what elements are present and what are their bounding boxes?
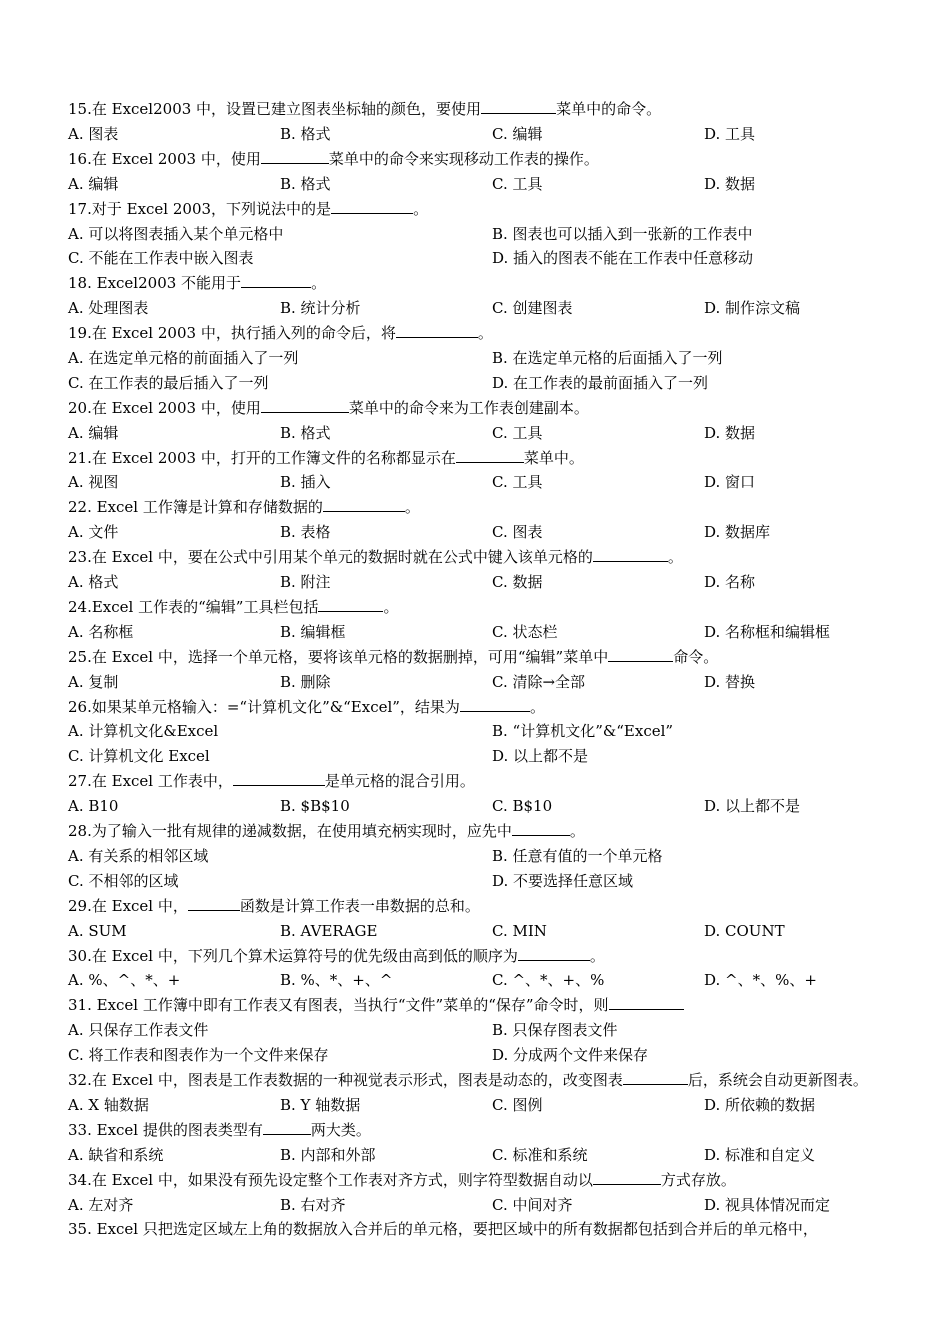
question-text: 31. Excel 工作簿中即有工作表又有图表，当执行“文件”菜单的“保存”命令时，则: [68, 996, 609, 1015]
options-row: [68, 719, 898, 744]
option-a: A. 计算机文化&Excel: [68, 722, 219, 741]
options-row: [68, 570, 898, 595]
question-stem: [68, 545, 898, 570]
option-c: C. 清除→全部: [492, 672, 586, 691]
options-row: [68, 1093, 898, 1118]
question-text: 30.在 Excel 中，下列几个算术运算符号的优先级由高到低的顺序为: [68, 946, 518, 965]
question-text: 19.在 Excel 2003 中，执行插入列的命令后，将: [68, 324, 396, 343]
question-text-tail: 两大类。: [310, 1120, 371, 1139]
option-c: C. 标准和系统: [492, 1145, 588, 1164]
question-text: 15.在 Excel2003 中，设置已建立图表坐标轴的颜色，要使用: [68, 100, 482, 118]
question-text: 24.Excel 工作表的“编辑”工具栏包括: [68, 597, 319, 616]
option-c: C. 工具: [492, 174, 543, 193]
question-text-tail: 。: [667, 548, 683, 567]
question-stem: [68, 1168, 898, 1193]
options-row: [68, 421, 898, 446]
answer-blank: [456, 447, 524, 463]
option-c: C. 中间对齐: [492, 1195, 573, 1214]
question-stem: [68, 1217, 898, 1242]
option-d: D. 以上都不是: [492, 747, 589, 766]
option-a: A. 可以将图表插入某个单元格中: [68, 224, 284, 243]
option-a: A. SUM: [68, 921, 127, 940]
question-stem: [68, 1068, 890, 1093]
option-d: D. 所依赖的数据: [704, 1095, 816, 1114]
option-d: D. 数据: [704, 423, 756, 442]
answer-blank: [609, 994, 684, 1010]
answer-blank: [261, 148, 329, 164]
question-text-tail: 菜单中的命令。: [556, 100, 662, 118]
option-c: C. MIN: [492, 921, 547, 940]
question-text: 25.在 Excel 中，选择一个单元格，要将该单元格的数据删掉，可用“编辑”菜单中: [68, 647, 609, 666]
option-a: A. B10: [68, 797, 119, 816]
option-d: D. 分成两个文件来保存: [492, 1046, 649, 1065]
options-row: [68, 620, 898, 645]
options-row: [68, 246, 898, 271]
question-stem: [68, 321, 898, 346]
option-c: C. 将工作表和图表作为一个文件来保存: [68, 1046, 329, 1065]
option-c: C. 在工作表的最后插入了一列: [68, 373, 269, 392]
option-c: C. 编辑: [492, 124, 543, 143]
answer-blank: [481, 98, 556, 114]
option-b: B. 统计分析: [280, 299, 361, 318]
option-a: A. 复制: [68, 672, 119, 691]
question-stem: [68, 894, 898, 919]
option-a: A. 编辑: [68, 423, 119, 442]
question-stem: [68, 271, 898, 296]
option-d: D. 工具: [704, 124, 756, 143]
option-c: C. 图表: [492, 523, 543, 542]
question-text: 27.在 Excel 工作表中，: [68, 772, 233, 791]
option-a: A. 图表: [68, 124, 119, 143]
question-stem: [68, 993, 898, 1018]
option-c: C. ^、*、+、%: [492, 971, 605, 990]
question-text: 34.在 Excel 中，如果没有预先设定整个工作表对齐方式，则字符型数据自动以: [68, 1170, 593, 1189]
option-a: A. 文件: [68, 523, 119, 542]
answer-blank: [233, 770, 325, 786]
answer-blank: [331, 198, 413, 214]
option-a: A. %、^、*、+: [68, 971, 181, 990]
options-row: [68, 670, 898, 695]
question-text-tail: 方式存放。: [660, 1170, 736, 1189]
option-b: B. Y 轴数据: [280, 1095, 361, 1114]
option-b: B. 在选定单元格的后面插入了一列: [492, 348, 723, 367]
option-d: D. 窗口: [704, 473, 756, 492]
option-b: B. 删除: [280, 672, 331, 691]
question-stem: [68, 695, 898, 720]
options-row: [68, 744, 898, 769]
options-row: [68, 371, 898, 396]
question-stem: [68, 1118, 898, 1143]
option-c: C. 数据: [492, 573, 543, 592]
question-text-tail: 。: [404, 498, 420, 517]
answer-blank: [593, 1169, 661, 1185]
option-d: D. COUNT: [704, 921, 785, 940]
option-d: D. ^、*、%、+: [704, 971, 817, 990]
question-text: 23.在 Excel 中，要在公式中引用某个单元的数据时就在公式中键入该单元格的: [68, 548, 593, 567]
options-row: [68, 794, 898, 819]
options-row: [68, 520, 898, 545]
options-row: [68, 919, 898, 944]
question-text: 26.如果某单元格输入：=“计算机文化”&“Excel”，结果为: [68, 697, 460, 716]
options-row: [68, 122, 898, 147]
answer-blank: [518, 945, 590, 961]
question-text-tail: 命令。: [673, 647, 719, 666]
answer-blank: [623, 1069, 688, 1085]
options-row: [68, 222, 898, 247]
option-b: B. 图表也可以插入到一张新的工作表中: [492, 224, 753, 243]
question-stem: [68, 147, 898, 172]
option-d: D. 标准和自定义: [704, 1145, 816, 1164]
exam-page: [68, 97, 898, 1242]
option-d: D. 在工作表的最前面插入了一列: [492, 373, 709, 392]
option-a: A. 名称框: [68, 622, 134, 641]
option-b: B. 插入: [280, 473, 331, 492]
answer-blank: [263, 1119, 311, 1135]
answer-blank: [318, 596, 383, 612]
question-text: 21.在 Excel 2003 中，打开的工作簿文件的名称都显示在: [68, 448, 456, 467]
question-text: 28.为了输入一批有规律的递减数据，在使用填充柄实现时，应先中: [68, 822, 512, 841]
question-text-tail: 。: [589, 946, 605, 965]
option-b: B. $B$10: [280, 797, 350, 816]
option-c: C. 不能在工作表中嵌入图表: [68, 249, 254, 268]
option-a: A. 视图: [68, 473, 119, 492]
options-row: [68, 1018, 898, 1043]
question-stem: [68, 396, 898, 421]
option-d: D. 插入的图表不能在工作表中任意移动: [492, 249, 754, 268]
options-row: [68, 1043, 898, 1068]
question-text: 18. Excel2003 不能用于: [68, 274, 242, 293]
option-c: C. B$10: [492, 797, 553, 816]
answer-blank: [323, 496, 405, 512]
option-a: A. X 轴数据: [68, 1095, 149, 1114]
option-d: D. 替换: [704, 672, 756, 691]
question-text-tail: 。: [477, 324, 493, 343]
option-d: D. 名称框和编辑框: [704, 622, 831, 641]
question-text-tail: 。: [413, 199, 429, 218]
question-text-tail: 后，系统会自动更新图表。: [687, 1071, 868, 1089]
question-text-tail: 。: [569, 822, 585, 841]
options-row: [68, 1193, 898, 1218]
question-text-tail: 是单元格的混合引用。: [324, 772, 475, 791]
option-a: A. 处理图表: [68, 299, 149, 318]
question-text: 16.在 Excel 2003 中，使用: [68, 149, 261, 168]
option-b: B. 附注: [280, 573, 331, 592]
question-stem: [68, 446, 898, 471]
option-c: C. 不相邻的区域: [68, 871, 179, 890]
option-c: C. 工具: [492, 423, 543, 442]
question-text-tail: 菜单中。: [523, 448, 584, 467]
option-a: A. 缺省和系统: [68, 1145, 164, 1164]
option-c: C. 计算机文化 Excel: [68, 747, 210, 766]
question-text-tail: 菜单中的命令来为工作表创建副本。: [348, 398, 589, 417]
question-stem: [68, 495, 898, 520]
options-row: [68, 869, 898, 894]
option-b: B. AVERAGE: [280, 921, 378, 940]
question-text: 35. Excel 只把选定区域左上角的数据放入合并后的单元格，要把区域中的所有数据都包括到合并后的单元格中，: [68, 1220, 818, 1239]
option-b: B. 内部和外部: [280, 1145, 376, 1164]
option-d: D. 名称: [704, 573, 756, 592]
question-stem: [68, 819, 898, 844]
option-b: B. 格式: [280, 174, 331, 193]
option-b: B. 格式: [280, 124, 331, 143]
question-text-tail: 菜单中的命令来实现移动工作表的操作。: [328, 149, 599, 168]
option-c: C. 工具: [492, 473, 543, 492]
question-stem: [68, 944, 898, 969]
option-b: B. 编辑框: [280, 622, 346, 641]
question-stem: [68, 645, 898, 670]
option-d: D. 数据: [704, 174, 756, 193]
question-text: 29.在 Excel 中，: [68, 896, 188, 915]
option-b: B. 任意有值的一个单元格: [492, 846, 663, 865]
question-text-tail: 。: [529, 697, 545, 716]
option-d: D. 不要选择任意区域: [492, 871, 634, 890]
answer-blank: [261, 397, 349, 413]
question-text: 32.在 Excel 中，图表是工作表数据的一种视觉表示形式，图表是动态的，改变图表: [68, 1071, 623, 1089]
options-row: [68, 172, 898, 197]
question-text: 17.对于 Excel 2003，下列说法中的是: [68, 199, 332, 218]
option-c: C. 创建图表: [492, 299, 573, 318]
question-text: 33. Excel 提供的图表类型有: [68, 1120, 263, 1139]
option-c: C. 图例: [492, 1095, 543, 1114]
option-d: D. 视具体情况而定: [704, 1195, 831, 1214]
option-b: B. 格式: [280, 423, 331, 442]
answer-blank: [188, 895, 240, 911]
option-a: A. 格式: [68, 573, 119, 592]
option-b: B. %、*、+、^: [280, 971, 393, 990]
answer-blank: [593, 546, 668, 562]
question-text: 20.在 Excel 2003 中，使用: [68, 398, 261, 417]
answer-blank: [460, 696, 530, 712]
option-a: A. 只保存工作表文件: [68, 1021, 209, 1040]
options-row: [68, 844, 898, 869]
question-stem: [68, 197, 898, 222]
question-stem: [68, 769, 898, 794]
question-text-tail: 。: [383, 597, 399, 616]
option-d: D. 数据库: [704, 523, 771, 542]
option-b: B. “计算机文化”&“Excel”: [492, 722, 674, 741]
options-row: [68, 470, 898, 495]
question-text-tail: 函数是计算工作表一串数据的总和。: [239, 896, 480, 915]
options-row: [68, 346, 898, 371]
answer-blank: [512, 820, 570, 836]
option-d: D. 制作淙文稿: [704, 299, 801, 318]
question-text: 22. Excel 工作簿是计算和存储数据的: [68, 498, 323, 517]
answer-blank: [241, 272, 311, 288]
question-text-tail: 。: [311, 274, 327, 293]
options-row: [68, 296, 898, 321]
option-a: A. 左对齐: [68, 1195, 134, 1214]
options-row: [68, 1143, 898, 1168]
option-a: A. 编辑: [68, 174, 119, 193]
question-stem: [68, 595, 898, 620]
options-row: [68, 968, 898, 993]
option-b: B. 右对齐: [280, 1195, 346, 1214]
option-a: A. 在选定单元格的前面插入了一列: [68, 348, 299, 367]
option-d: D. 以上都不是: [704, 797, 801, 816]
answer-blank: [608, 646, 673, 662]
answer-blank: [396, 322, 478, 338]
option-b: B. 只保存图表文件: [492, 1021, 618, 1040]
option-c: C. 状态栏: [492, 622, 558, 641]
option-b: B. 表格: [280, 523, 331, 542]
option-a: A. 有关系的相邻区域: [68, 846, 209, 865]
question-stem: [68, 97, 898, 122]
